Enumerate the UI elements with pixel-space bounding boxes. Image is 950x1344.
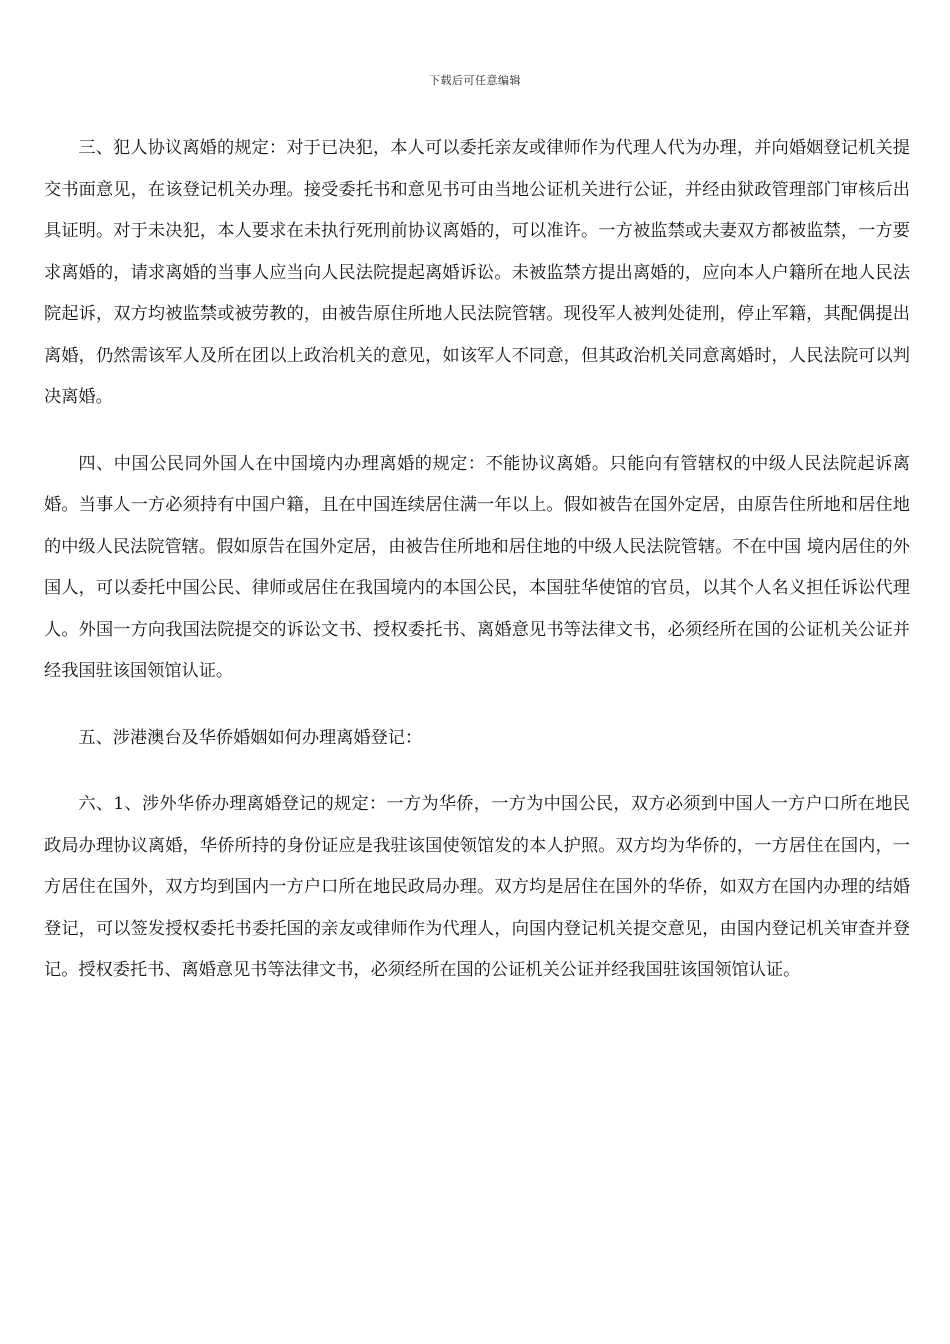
- paragraph-overseas-chinese-divorce: 六、1、涉外华侨办理离婚登记的规定：一方为华侨，一方为中国公民，双方必须到中国人一方户口所在地民政局办理协议离婚，华侨所持的身份证应是我驻该国使领馆发的本人护照。双方均为华侨的，一方居住在国内，一方居住在国外，双方均到国内一方户口所在地民政局办理。双方均是居住在国外的华侨，如双方在国内办理的结婚登记，可以签发授权委托书委托国的亲友或律师作为代理人，向国内登记机关提交意见，由国内登记机关审查并登记。授权委托书、离婚意见书等法律文书，必须经所在国的公证机关公证并经我国驻该国领馆认证。: [44, 794, 910, 980]
- paragraph-foreigner-divorce: 四、中国公民同外国人在中国境内办理离婚的规定：不能协议离婚。只能向有管辖权的中级人民法院起诉离婚。当事人一方必须持有中国户籍，且在中国连续居住满一年以上。假如被告在国外定居，由原告住所地和居住地的中级人民法院管辖。假如原告在国外定居，由被告住所地和居住地的中级人民法院管辖。不在中国 境内居住的外国人，可以委托中国公民、律师或居住在我国境内的本国公民，本国驻华使馆的官员，以其个人名义担任诉讼代理人。外国一方向我国法院提交的诉讼文书、授权委托书、离婚意见书等法律文书，必须经所在国的公证机关公证并经我国驻该国领馆认证。: [44, 453, 910, 681]
- paragraph-hk-macao-taiwan-heading: 五、涉港澳台及华侨婚姻如何办理离婚登记：: [78, 727, 423, 748]
- page-header: 下载后可任意编辑: [429, 74, 521, 87]
- paragraph-prisoner-divorce: 三、犯人协议离婚的规定：对于已决犯，本人可以委托亲友或律师作为代理人代为办理，并向婚姻登记机关提交书面意见，在该登记机关办理。接受委托书和意见书可由当地公证机关进行公证，并经由狱政管理部门审核后出具证明。对于未决犯，本人要求在未执行死刑前协议离婚的，可以准许。一方被监禁或夫妻双方都被监禁，一方要求离婚的，请求离婚的当事人应当向人民法院提起离婚诉讼。未被监禁方提出离婚的，应向本人户籍所在地人民法院起诉，双方均被监禁或被劳教的，由被告原住所地人民法院管辖。现役军人被判处徒刑，停止军籍，其配偶提出离婚，仍然需该军人及所在团以上政治机关的意见，如该军人不同意，但其政治机关同意离婚时，人民法院可以判决离婚。: [44, 138, 910, 407]
- document-body: [44, 128, 910, 1017]
